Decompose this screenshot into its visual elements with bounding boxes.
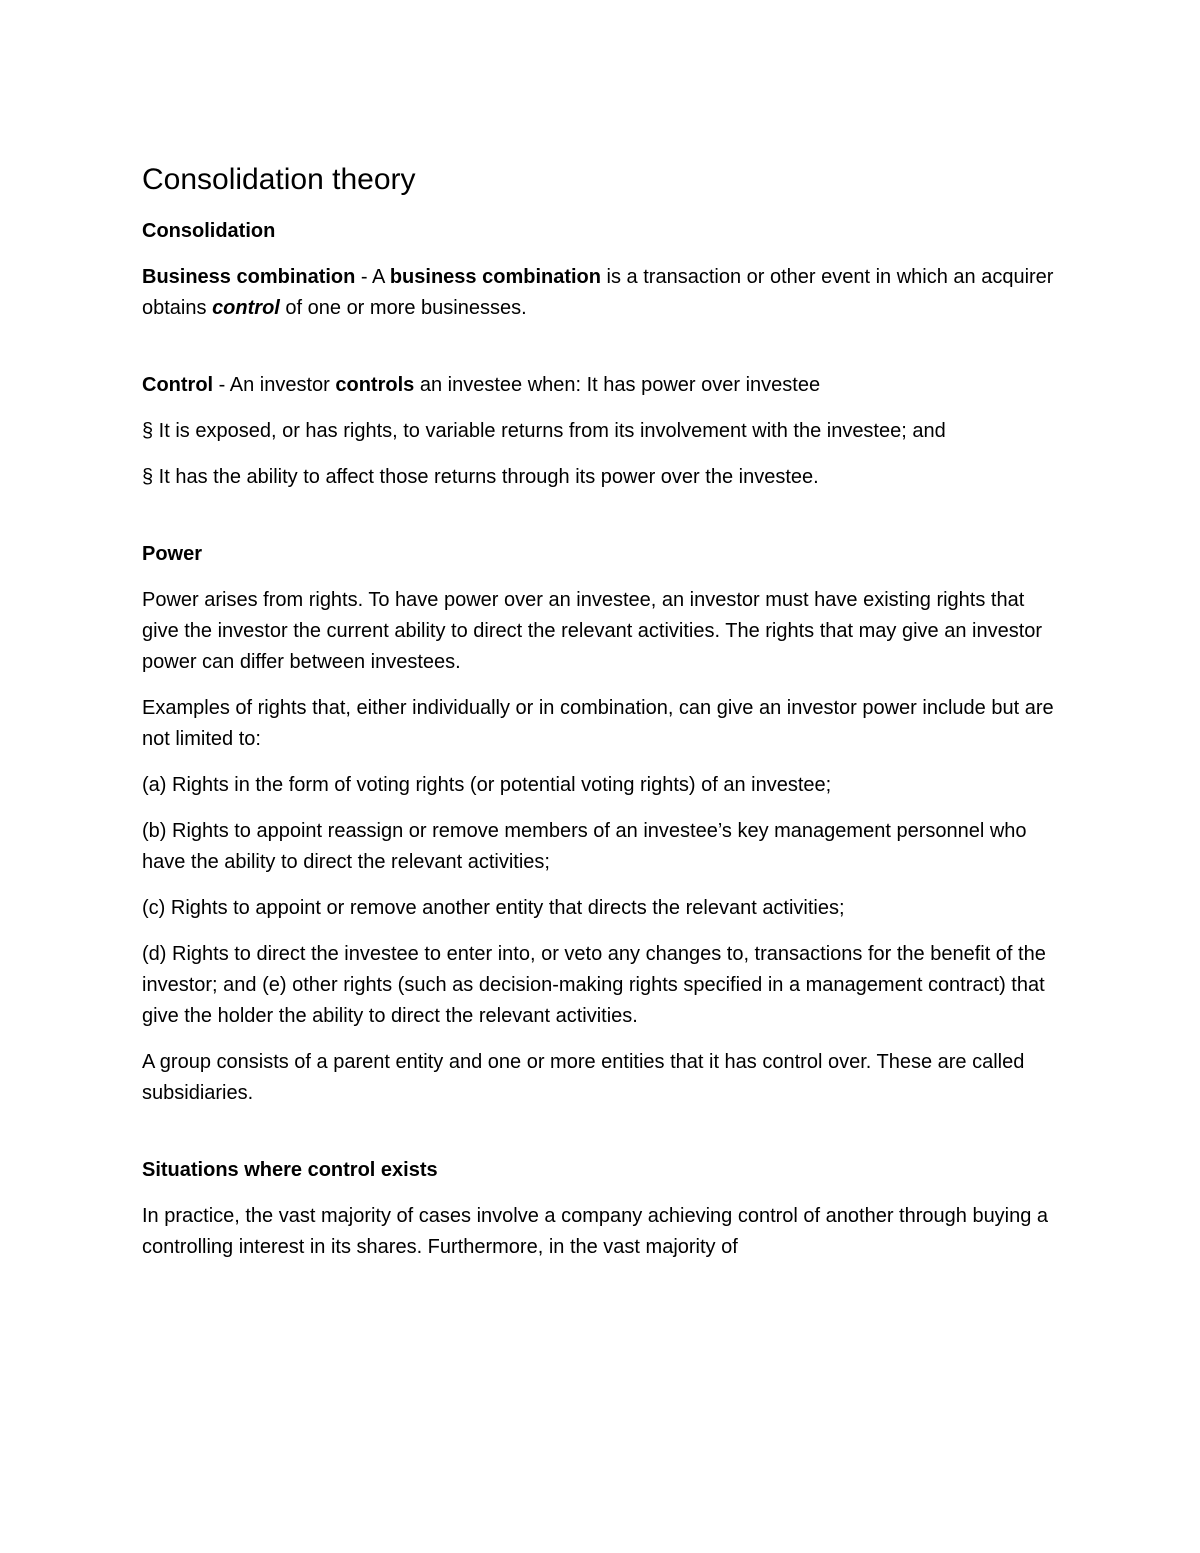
spacer [142,339,1062,370]
control-inline-term: controls [335,374,415,396]
control-term: Control [142,374,214,396]
spacer [142,508,1062,539]
business-combination-text-2: of one or more businesses. [279,297,527,319]
spacer [142,1124,1062,1155]
business-combination-inline-term: business combination [389,266,601,288]
control-bullet: § It has the ability to affect those returns through its power over the investee. [142,466,819,488]
control-emphasis: control [212,297,280,319]
power-paragraph: Power arises from rights. To have power over an investee, an investor must have existing rights that give the investor the current ability to direct the relevant activities. The rights that may give an investor power can differ between investees. [142,589,1043,673]
control-paragraph [142,370,1062,401]
business-combination-text-1: is a transaction or other event in which an acquirer obtains [142,266,1054,319]
power-list-item: (a) Rights in the form of voting rights (or potential voting rights) of an investee; [142,774,832,796]
control-dash: - An investor [213,374,336,396]
control-text: an investee when: It has power over investee [414,374,821,396]
situations-paragraph: In practice, the vast majority of cases involve a company achieving control of another through buying a controlling interest in its shares. Furthermore, in the vast majority of [142,1205,1049,1258]
power-list-item: (b) Rights to appoint reassign or remove members of an investee’s key management personnel who have the ability to direct the relevant activities; [142,820,1027,873]
business-combination-term: Business combination [142,266,356,288]
section-heading-consolidation: Consolidation [142,220,276,242]
section-heading-situations: Situations where control exists [142,1159,438,1181]
business-combination-paragraph [142,262,1062,324]
power-examples-paragraph: Examples of rights that, either individually or in combination, can give an investor power include but are not limited to: [142,697,1054,750]
document-body [142,160,1062,1278]
power-list-item: (d) Rights to direct the investee to enter into, or veto any changes to, transactions for the benefit of the investor; and (e) other rights (such as decision-making rights specified in a management contract) that give the holder the ability to direct the relevant activities. [142,943,1046,1027]
group-paragraph: A group consists of a parent entity and one or more entities that it has control over. These are called subsidiaries. [142,1051,1025,1104]
business-combination-dash: - A [355,266,390,288]
section-heading-power: Power [142,543,203,565]
power-list-item: (c) Rights to appoint or remove another entity that directs the relevant activities; [142,897,845,919]
control-bullet: § It is exposed, or has rights, to variable returns from its involvement with the investee; and [142,420,946,442]
document-title: Consolidation theory [142,163,416,196]
